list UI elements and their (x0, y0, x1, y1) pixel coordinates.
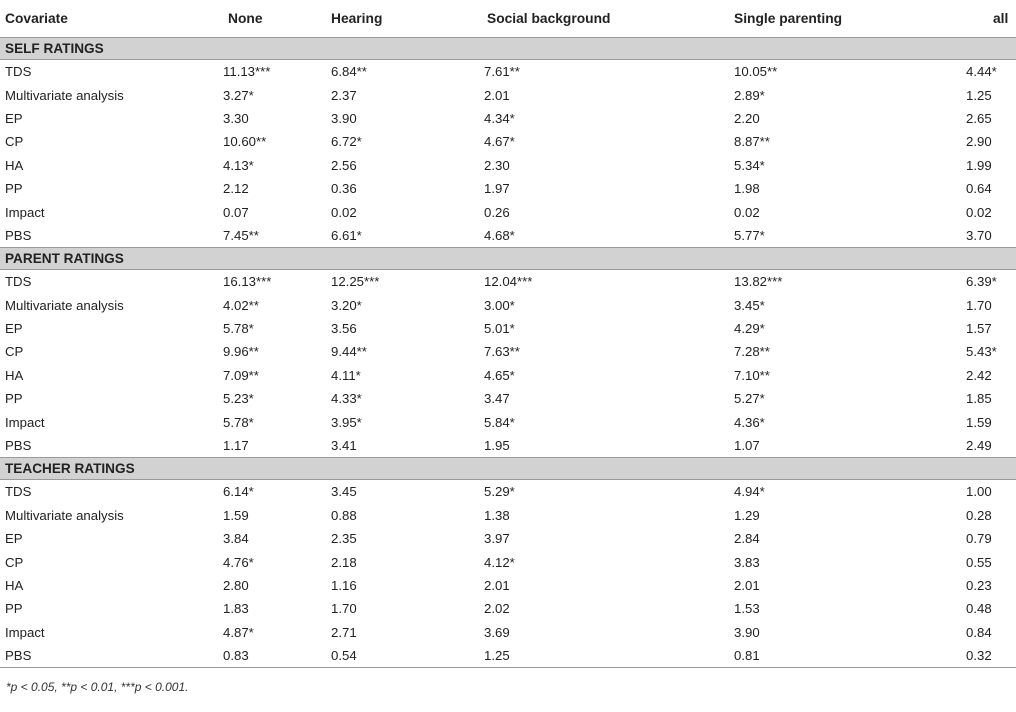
row-label: EP (5, 110, 23, 126)
table-cell: 1.29 (734, 507, 760, 523)
row-label: TDS (5, 484, 32, 500)
table-cell: 3.56 (331, 321, 357, 337)
table-cell: 16.13*** (223, 274, 272, 290)
table-row (0, 317, 1016, 340)
table-cell: 5.43* (966, 344, 997, 360)
table-cell: 4.29* (734, 321, 765, 337)
table-cell: 3.00* (484, 297, 515, 313)
table-cell: 2.80 (223, 578, 249, 593)
row-label: HA (5, 157, 24, 173)
table-cell: 7.09** (223, 367, 259, 383)
table-cell: 10.60** (223, 134, 267, 150)
table-cell: 0.84 (966, 624, 992, 640)
table-cell: 6.72* (331, 134, 362, 150)
table-cell: 1.57 (966, 321, 992, 337)
table-cell: 6.84** (331, 64, 367, 80)
table-cell: 5.78* (223, 414, 254, 430)
table-cell: 0.07 (223, 204, 249, 220)
table-cell: 4.65* (484, 367, 515, 383)
table-cell: 2.12 (223, 181, 249, 197)
table-cell: 3.27* (223, 87, 254, 103)
table-cell: 0.02 (734, 204, 760, 220)
table-cell: 1.07 (734, 438, 760, 454)
row-label: PBS (0, 644, 196, 668)
table-row (0, 270, 1016, 294)
table-cell: 0.81 (678, 644, 906, 668)
table-cell: 2.01 (484, 578, 510, 593)
row-label: PP (5, 181, 23, 197)
table-cell: 3.90 (331, 110, 357, 126)
table-cell: 2.42 (966, 367, 992, 383)
table-cell: 2.89* (734, 87, 765, 103)
table-cell: 13.82*** (734, 274, 783, 290)
row-label: Multivariate analysis (5, 507, 124, 523)
table-row (0, 387, 1016, 410)
table-row (0, 434, 1016, 458)
table-cell: 1.25 (966, 87, 992, 103)
table-cell: 2.02 (484, 601, 510, 617)
table-cell: 1.25 (480, 644, 678, 668)
table-cell: 0.02 (331, 204, 357, 220)
table-row (0, 107, 1016, 130)
table-cell: 7.45** (223, 227, 259, 243)
table-cell: 1.70 (331, 601, 357, 617)
row-label: PP (5, 391, 23, 407)
table-cell: 1.70 (966, 297, 992, 313)
row-label: HA (5, 578, 24, 593)
table-cell: 3.45 (331, 484, 357, 500)
table-cell: 5.77* (734, 227, 765, 243)
table-cell: 6.61* (331, 227, 362, 243)
table-cell: 1.59 (966, 414, 992, 430)
table-cell: 0.83 (196, 644, 322, 668)
section-title: TEACHER RATINGS (0, 458, 1016, 480)
header-all: all (906, 0, 1016, 38)
table-row (0, 621, 1016, 644)
table-cell: 1.59 (223, 507, 249, 523)
table-cell: 4.67* (484, 134, 515, 150)
table-cell: 5.01* (484, 321, 515, 337)
table-cell: 1.95 (484, 438, 510, 454)
table-cell: 9.96** (223, 344, 259, 360)
table-header (0, 0, 1016, 38)
table-row (0, 504, 1016, 527)
table-cell: 3.97 (484, 531, 510, 547)
table-row (0, 294, 1016, 317)
table-cell: 5.29* (484, 484, 515, 500)
row-label: TDS (5, 274, 32, 290)
table-cell: 2.30 (484, 157, 510, 173)
table-row (0, 130, 1016, 153)
table-cell: 7.28** (734, 344, 770, 360)
table-cell: 0.23 (966, 578, 992, 593)
table-row (0, 644, 1016, 668)
table-cell: 1.38 (484, 507, 510, 523)
table-cell: 2.01 (734, 578, 760, 593)
table-cell: 3.69 (484, 624, 510, 640)
table-cell: 5.27* (734, 391, 765, 407)
table-row (0, 410, 1016, 433)
table-cell: 3.84 (223, 531, 249, 547)
table-cell: 3.83 (734, 554, 760, 570)
table-cell: 3.95* (331, 414, 362, 430)
table-row (0, 364, 1016, 387)
table-cell: 4.76* (223, 554, 254, 570)
table-cell: 2.18 (331, 554, 357, 570)
table-cell: 0.64 (966, 181, 992, 197)
row-label: PBS (5, 227, 32, 243)
table-row (0, 83, 1016, 106)
table-cell: 4.34* (484, 110, 515, 126)
table-cell: 5.84* (484, 414, 515, 430)
header-covariate: Covariate (0, 0, 196, 38)
table-cell: 2.90 (966, 134, 992, 150)
table-cell: 4.36* (734, 414, 765, 430)
table-cell: 2.56 (331, 157, 357, 173)
row-label: Impact (5, 414, 45, 430)
section-title: PARENT RATINGS (0, 248, 1016, 270)
row-label: PBS (5, 438, 32, 454)
table-cell: 4.11* (331, 367, 361, 383)
table-cell: 0.26 (484, 204, 510, 220)
table-cell: 0.55 (966, 554, 992, 570)
table-cell: 4.02** (223, 297, 259, 313)
table-row (0, 550, 1016, 573)
footnote: *p < 0.05, **p < 0.01, ***p < 0.001. (6, 680, 189, 695)
table-row (0, 200, 1016, 223)
row-label: HA (5, 367, 24, 383)
row-label: EP (5, 321, 23, 337)
table-cell: 1.85 (966, 391, 992, 407)
section-title: SELF RATINGS (0, 38, 1016, 60)
table-cell: 3.47 (484, 391, 510, 407)
table-cell: 4.12* (484, 554, 515, 570)
table-cell: 4.33* (331, 391, 362, 407)
table-body (0, 38, 1016, 668)
table-cell: 0.32 (906, 644, 1016, 668)
table-cell: 0.48 (966, 601, 992, 617)
table-cell: 6.39* (966, 274, 997, 290)
table-cell: 12.25*** (331, 274, 380, 290)
table-row (0, 154, 1016, 177)
table-cell: 2.20 (734, 110, 760, 126)
row-label: CP (5, 344, 24, 360)
table-cell: 3.30 (223, 110, 249, 126)
table-row (0, 60, 1016, 84)
table-cell: 0.36 (331, 181, 357, 197)
table-row (0, 480, 1016, 504)
table-cell: 3.70 (966, 227, 992, 243)
table-row (0, 340, 1016, 363)
table-cell: 7.63** (484, 344, 520, 360)
table-cell: 4.68* (484, 227, 515, 243)
table-cell: 2.37 (331, 87, 357, 103)
table-cell: 0.88 (331, 507, 357, 523)
table-cell: 2.84 (734, 531, 760, 547)
table-cell: 5.34* (734, 157, 765, 173)
table-cell: 4.94* (734, 484, 765, 500)
section-header-row (0, 248, 1016, 270)
header-single-parenting: Single parenting (678, 0, 906, 38)
table-cell: 11.13*** (223, 64, 271, 80)
table-row (0, 527, 1016, 550)
table-cell: 1.53 (734, 601, 760, 617)
table-cell: 5.23* (223, 391, 254, 407)
table-cell: 7.61** (484, 64, 520, 80)
section-header-row (0, 458, 1016, 480)
row-label: Impact (5, 204, 45, 220)
header-none: None (196, 0, 322, 38)
table-cell: 3.45* (734, 297, 765, 313)
table-cell: 4.87* (223, 624, 254, 640)
table-cell: 4.13* (223, 157, 254, 173)
row-label: Multivariate analysis (5, 87, 124, 103)
table-cell: 9.44** (331, 344, 367, 360)
row-label: Multivariate analysis (5, 297, 124, 313)
header-hearing: Hearing (322, 0, 480, 38)
row-label: CP (5, 134, 24, 150)
table-cell: 0.28 (966, 507, 992, 523)
table-row (0, 597, 1016, 620)
table-cell: 7.10** (734, 367, 770, 383)
table-cell: 2.65 (966, 110, 992, 126)
row-label: Impact (5, 624, 45, 640)
table-cell: 1.16 (331, 578, 357, 593)
table-cell: 1.99 (966, 157, 992, 173)
table-cell: 1.98 (734, 181, 760, 197)
table-cell: 1.97 (484, 181, 510, 197)
table-cell: 1.17 (223, 438, 249, 454)
table-cell: 0.02 (966, 204, 992, 220)
table-cell: 4.44* (966, 64, 997, 80)
table-cell: 5.78* (223, 321, 254, 337)
table-cell: 6.14* (223, 484, 254, 500)
table-cell: 1.83 (223, 601, 249, 617)
row-label: EP (5, 531, 23, 547)
table-cell: 8.87** (734, 134, 770, 150)
table-row (0, 224, 1016, 248)
table-cell: 2.49 (966, 438, 992, 454)
table-cell: 12.04*** (484, 274, 533, 290)
table-cell: 3.20* (331, 297, 362, 313)
row-label: CP (5, 554, 24, 570)
table-cell: 1.00 (966, 484, 992, 500)
row-label: PP (5, 601, 23, 617)
table-row (0, 177, 1016, 200)
table-cell: 10.05** (734, 64, 778, 80)
table-cell: 0.54 (322, 644, 480, 668)
header-social-background: Social background (480, 0, 678, 38)
table-cell: 2.35 (331, 531, 357, 547)
table-cell: 2.71 (331, 624, 357, 640)
table-cell: 0.79 (966, 531, 992, 547)
table-cell: 2.01 (484, 87, 510, 103)
table-row (0, 574, 1016, 597)
table-cell: 3.90 (734, 624, 760, 640)
section-header-row (0, 38, 1016, 60)
table-cell: 3.41 (331, 438, 357, 454)
row-label: TDS (5, 64, 32, 80)
